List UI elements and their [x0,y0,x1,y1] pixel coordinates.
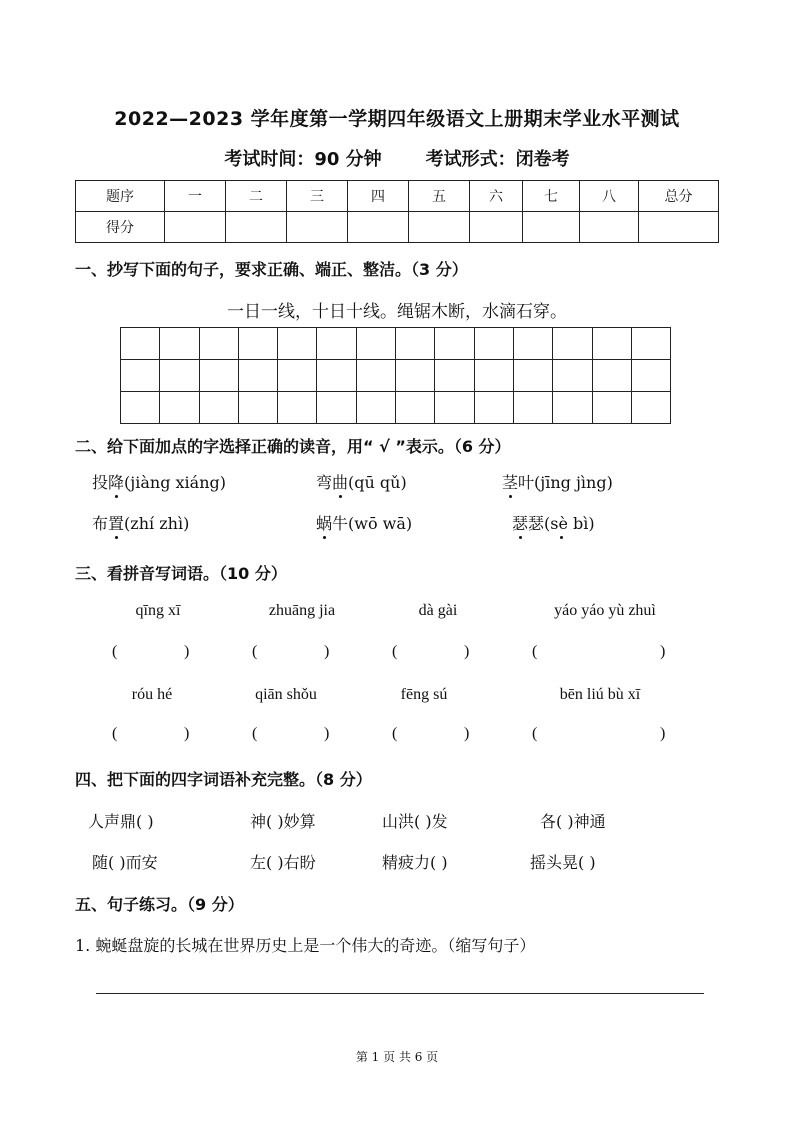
writing-cell[interactable] [474,328,513,360]
exam-form: 考试形式：闭卷考 [425,149,570,170]
answer-paren-close: ) [464,643,470,660]
answer-paren-open: ( [112,725,118,742]
writing-cell[interactable] [238,328,277,360]
q2-item [316,470,407,493]
idiom-item[interactable]: 山洪( )发 [382,812,448,831]
answer-blank[interactable] [402,642,460,662]
q5-heading: 五、句子练习。（9 分） [75,895,244,914]
writing-cell[interactable] [160,360,199,392]
writing-cell[interactable] [356,328,395,360]
score-table-score-row [76,212,719,243]
writing-cell[interactable] [592,328,631,360]
writing-cell[interactable] [474,392,513,424]
score-header-cell: 二 [226,181,287,212]
answer-blank[interactable] [122,724,180,744]
answer-blank[interactable] [542,724,656,744]
score-cell [639,212,719,243]
writing-cell[interactable] [317,392,356,424]
answer-blank[interactable] [122,642,180,662]
q2-item [512,511,595,534]
answer-paren-open: ( [532,643,538,660]
pinyin-label: yáo yáo yù zhuì [554,602,656,619]
q1-sentence: 一日一线，十日十线。绳锯木断，水滴石穿。 [227,302,567,322]
answer-paren-close: ) [184,725,190,742]
writing-cell[interactable] [317,360,356,392]
writing-grid-row [121,392,671,424]
writing-grid[interactable] [120,327,671,424]
idiom-item[interactable]: 神( )妙算 [250,812,316,831]
score-table-header-row [76,181,719,212]
writing-grid-row [121,328,671,360]
q5-item-1: 1. 蜿蜒盘旋的长城在世界历史上是一个伟大的奇迹。（缩写句子） [75,936,536,955]
q2-dotted-char: 蜗 [316,511,332,534]
answer-paren-open: ( [112,643,118,660]
q2-char: 布 [92,514,109,533]
score-cell [523,212,580,243]
answer-paren-close: ) [464,725,470,742]
idiom-item[interactable]: 人声鼎( ) [88,812,154,831]
writing-cell[interactable] [631,360,670,392]
writing-cell[interactable] [513,360,552,392]
writing-cell[interactable] [121,328,160,360]
writing-cell[interactable] [278,328,317,360]
writing-cell[interactable] [553,360,592,392]
writing-cell[interactable] [592,360,631,392]
writing-cell[interactable] [238,360,277,392]
q4-heading: 四、把下面的四字词语补充完整。（8 分） [75,770,372,789]
q2-dotted-char: 降 [108,470,124,493]
writing-cell[interactable] [513,392,552,424]
writing-cell[interactable] [121,360,160,392]
q2-item [92,511,189,534]
q2-dotted-char: 茎 [502,470,518,493]
writing-cell[interactable] [121,392,160,424]
score-table [75,180,719,243]
exam-info [0,145,794,171]
idiom-item[interactable]: 摇头晃( ) [530,853,596,872]
writing-cell[interactable] [631,328,670,360]
score-header-cell: 八 [580,181,639,212]
writing-cell[interactable] [356,360,395,392]
answer-paren-open: ( [392,643,398,660]
answer-paren-open: ( [252,643,258,660]
score-header-cell: 五 [409,181,470,212]
writing-cell[interactable] [553,328,592,360]
q2-heading: 二、给下面加点的字选择正确的读音，用“ √ ”表示。（6 分） [75,437,511,456]
score-header-cell: 七 [523,181,580,212]
answer-blank[interactable] [542,642,656,662]
idiom-item[interactable]: 左( )右盼 [250,853,316,872]
writing-grid-row [121,360,671,392]
answer-paren-open: ( [532,725,538,742]
answer-paren-close: ) [184,643,190,660]
pinyin-label: fēng sú [400,686,448,703]
q2-options[interactable]: 瑟(sè bì) [528,511,595,534]
score-header-cell: 三 [287,181,348,212]
score-cell [348,212,409,243]
writing-cell[interactable] [199,392,238,424]
q2-item [316,511,412,534]
pinyin-label: dà gài [418,602,458,619]
writing-cell[interactable] [317,328,356,360]
writing-cell[interactable] [553,392,592,424]
writing-cell[interactable] [435,392,474,424]
q2-options[interactable]: (qū qǔ) [348,473,407,492]
writing-cell[interactable] [396,392,435,424]
q2-char: 弯 [316,473,333,492]
writing-cell[interactable] [199,360,238,392]
score-header-cell: 四 [348,181,409,212]
q2-item [502,470,613,493]
score-cell [165,212,226,243]
answer-paren-open: ( [252,725,258,742]
q2-options[interactable]: 叶(jīng jìng) [518,473,613,492]
q2-item [92,470,226,493]
answer-blank[interactable] [262,724,320,744]
score-header-cell: 一 [165,181,226,212]
answer-paren-close: ) [324,725,330,742]
pinyin-label: qiān shǒu [255,686,317,703]
answer-blank[interactable] [262,642,320,662]
writing-cell[interactable] [474,360,513,392]
writing-cell[interactable] [160,392,199,424]
idiom-item[interactable]: 随( )而安 [92,853,158,872]
answer-blank[interactable] [402,724,460,744]
q2-dotted-char: 曲 [332,470,348,493]
pinyin-label: zhuāng jia [268,602,336,619]
score-header-cell: 六 [470,181,523,212]
writing-cell[interactable] [356,392,395,424]
score-header-cell: 题序 [76,181,165,212]
answer-line[interactable] [96,993,704,994]
q2-char: 投 [92,473,109,492]
q3-heading: 三、看拼音写词语。（10 分） [75,564,287,583]
q2-options[interactable]: 牛(wō wā) [332,514,413,533]
score-cell [409,212,470,243]
writing-cell[interactable] [631,392,670,424]
writing-cell[interactable] [278,360,317,392]
writing-cell[interactable] [435,328,474,360]
q2-dotted-char: 置 [108,511,124,534]
writing-cell[interactable] [513,328,552,360]
q2-options[interactable]: (jiàng xiáng) [124,473,226,492]
writing-cell[interactable] [278,392,317,424]
q2-options[interactable]: (zhí zhì) [124,514,190,533]
exam-title: 2022—2023 学年度第一学期四年级语文上册期末学业水平测试 [114,108,680,130]
writing-cell[interactable] [160,328,199,360]
score-cell [580,212,639,243]
idiom-item[interactable]: 精疲力( ) [382,853,448,872]
writing-cell[interactable] [238,392,277,424]
writing-cell[interactable] [396,328,435,360]
writing-cell[interactable] [199,328,238,360]
score-header-cell: 总分 [639,181,719,212]
answer-paren-close: ) [660,643,666,660]
score-cell [470,212,523,243]
q1-heading: 一、抄写下面的句子，要求正确、端正、整洁。（3 分） [75,260,468,279]
writing-cell[interactable] [435,360,474,392]
exam-time: 考试时间：90 分钟 [224,149,382,170]
answer-paren-open: ( [392,725,398,742]
pinyin-label: qīng xī [135,602,181,619]
score-cell [226,212,287,243]
score-row-label: 得分 [76,212,165,243]
pinyin-label: róu hé [131,686,173,703]
answer-paren-close: ) [660,725,666,742]
page-footer: 第 1 页 共 6 页 [355,1050,439,1064]
idiom-item[interactable]: 各( )神通 [540,812,606,831]
q2-dotted-char: 瑟 [512,511,528,534]
answer-paren-close: ) [324,643,330,660]
pinyin-label: bēn liú bù xī [559,686,641,703]
writing-cell[interactable] [396,360,435,392]
writing-cell[interactable] [592,392,631,424]
score-cell [287,212,348,243]
